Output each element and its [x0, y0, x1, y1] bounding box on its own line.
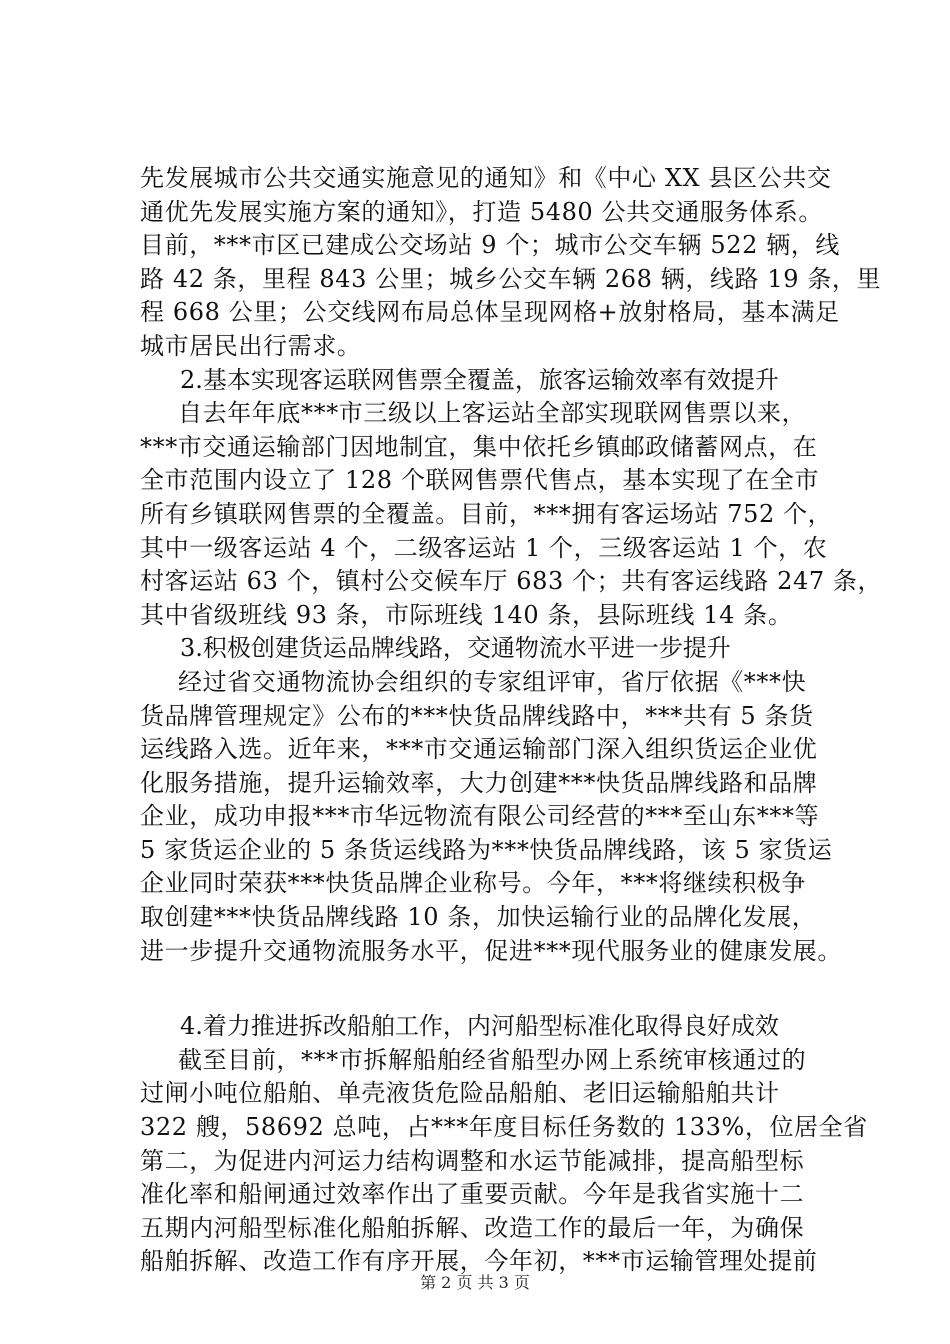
- text-line: 截至目前，***市拆解船舶经省船型办网上系统审核通过的: [178, 1045, 807, 1074]
- text-line: 五期内河船型标准化船舶拆解、改造工作的最后一年，为确保: [140, 1213, 805, 1242]
- text-line: 船舶拆解、改造工作有序开展，今年初，***市运输管理处提前: [140, 1247, 818, 1276]
- text-line: 企业，成功申报***市华远物流有限公司经营的***至山东***等: [140, 802, 820, 831]
- text-line: 322 艘，58692 总吨，占***年度目标任务数的 133%，位居全省: [140, 1113, 868, 1142]
- document-body: [140, 162, 883, 1279]
- text-line: ***市交通运输部门因地制宜，集中依托乡镇邮政储蓄网点，在: [140, 432, 818, 461]
- text-line: 第二，为促进内河运力结构调整和水运节能减排，提高船型标: [140, 1146, 805, 1175]
- text-line: 货品牌管理规定》公布的***快货品牌线路中，***共有 5 条货: [140, 701, 814, 730]
- section-heading-4: 4.着力推进拆改船舶工作，内河船型标准化取得良好成效: [180, 1012, 779, 1041]
- text-line: 目前，***市区已建成公交场站 9 个；城市公交车辆 522 辆，线: [140, 231, 840, 260]
- section-heading-2: 2.基本实现客运联网售票全覆盖，旅客运输效率有效提升: [180, 365, 779, 394]
- text-line: 准化率和船闸通过效率作出了重要贡献。今年是我省实施十二: [140, 1180, 805, 1209]
- text-line: 其中省级班线 93 条，市际班线 140 条，县际班线 14 条。: [140, 600, 793, 629]
- text-line: 全市范围内设立了 128 个联网售票代售点，基本实现了在全市: [140, 466, 820, 495]
- page-number-footer: 第 2 页 共 3 页: [420, 1273, 530, 1292]
- text-line: 5 家货运企业的 5 条货运线路为***快货品牌线路，该 5 家货运: [140, 835, 833, 864]
- paragraph-ships: [140, 1044, 868, 1279]
- text-line: 取创建***快货品牌线路 10 条，加快运输行业的品牌化发展，: [140, 903, 817, 932]
- text-line: 进一步提升交通物流服务水平，促进***现代服务业的健康发展。: [140, 936, 842, 965]
- text-line: 过闸小吨位船舶、单壳液货危险品船舶、老旧运输船舶共计: [140, 1079, 780, 1108]
- text-line: 所有乡镇联网售票的全覆盖。目前，***拥有客运场站 752 个，: [140, 499, 833, 528]
- text-line: 路 42 条，里程 843 公里；城乡公交车辆 268 辆，线路 19 条，里: [140, 264, 882, 293]
- text-line: 运线路入选。近年来，***市交通运输部门深入组织货运企业优: [140, 735, 818, 764]
- paragraph-spacer: [140, 968, 840, 1010]
- text-line: 通优先发展实施方案的通知》，打造 5480 公共交通服务体系。: [140, 197, 823, 226]
- text-line: 先发展城市公共交通实施意见的通知》和《中心 XX 县区公共交: [140, 164, 832, 192]
- paragraph-ticketing: [140, 397, 883, 632]
- text-line: 城市居民出行需求。: [140, 331, 362, 360]
- text-line: 其中一级客运站 4 个，二级客运站 1 个，三级客运站 1 个，农: [140, 533, 828, 562]
- paragraph-public-transit: [140, 162, 882, 364]
- text-line: 自去年年底***市三级以上客运站全部实现联网售票以来，: [178, 399, 807, 428]
- text-line: 程 668 公里；公交线网布局总体呈现网格+放射格局，基本满足: [140, 298, 840, 327]
- text-line: 化服务措施，提升运输效率，大力创建***快货品牌线路和品牌: [140, 768, 818, 797]
- text-line: 经过省交通物流协会组织的专家组评审，省厅依据《***快: [178, 667, 807, 696]
- text-line: 企业同时荣获***快货品牌企业称号。今年，***将继续积极争: [140, 869, 806, 898]
- text-line: 村客运站 63 个，镇村公交候车厅 683 个；共有客运线路 247 条，: [140, 567, 883, 596]
- section-heading-3: 3.积极创建货运品牌线路，交通物流水平进一步提升: [180, 634, 731, 663]
- paragraph-freight: [140, 666, 840, 968]
